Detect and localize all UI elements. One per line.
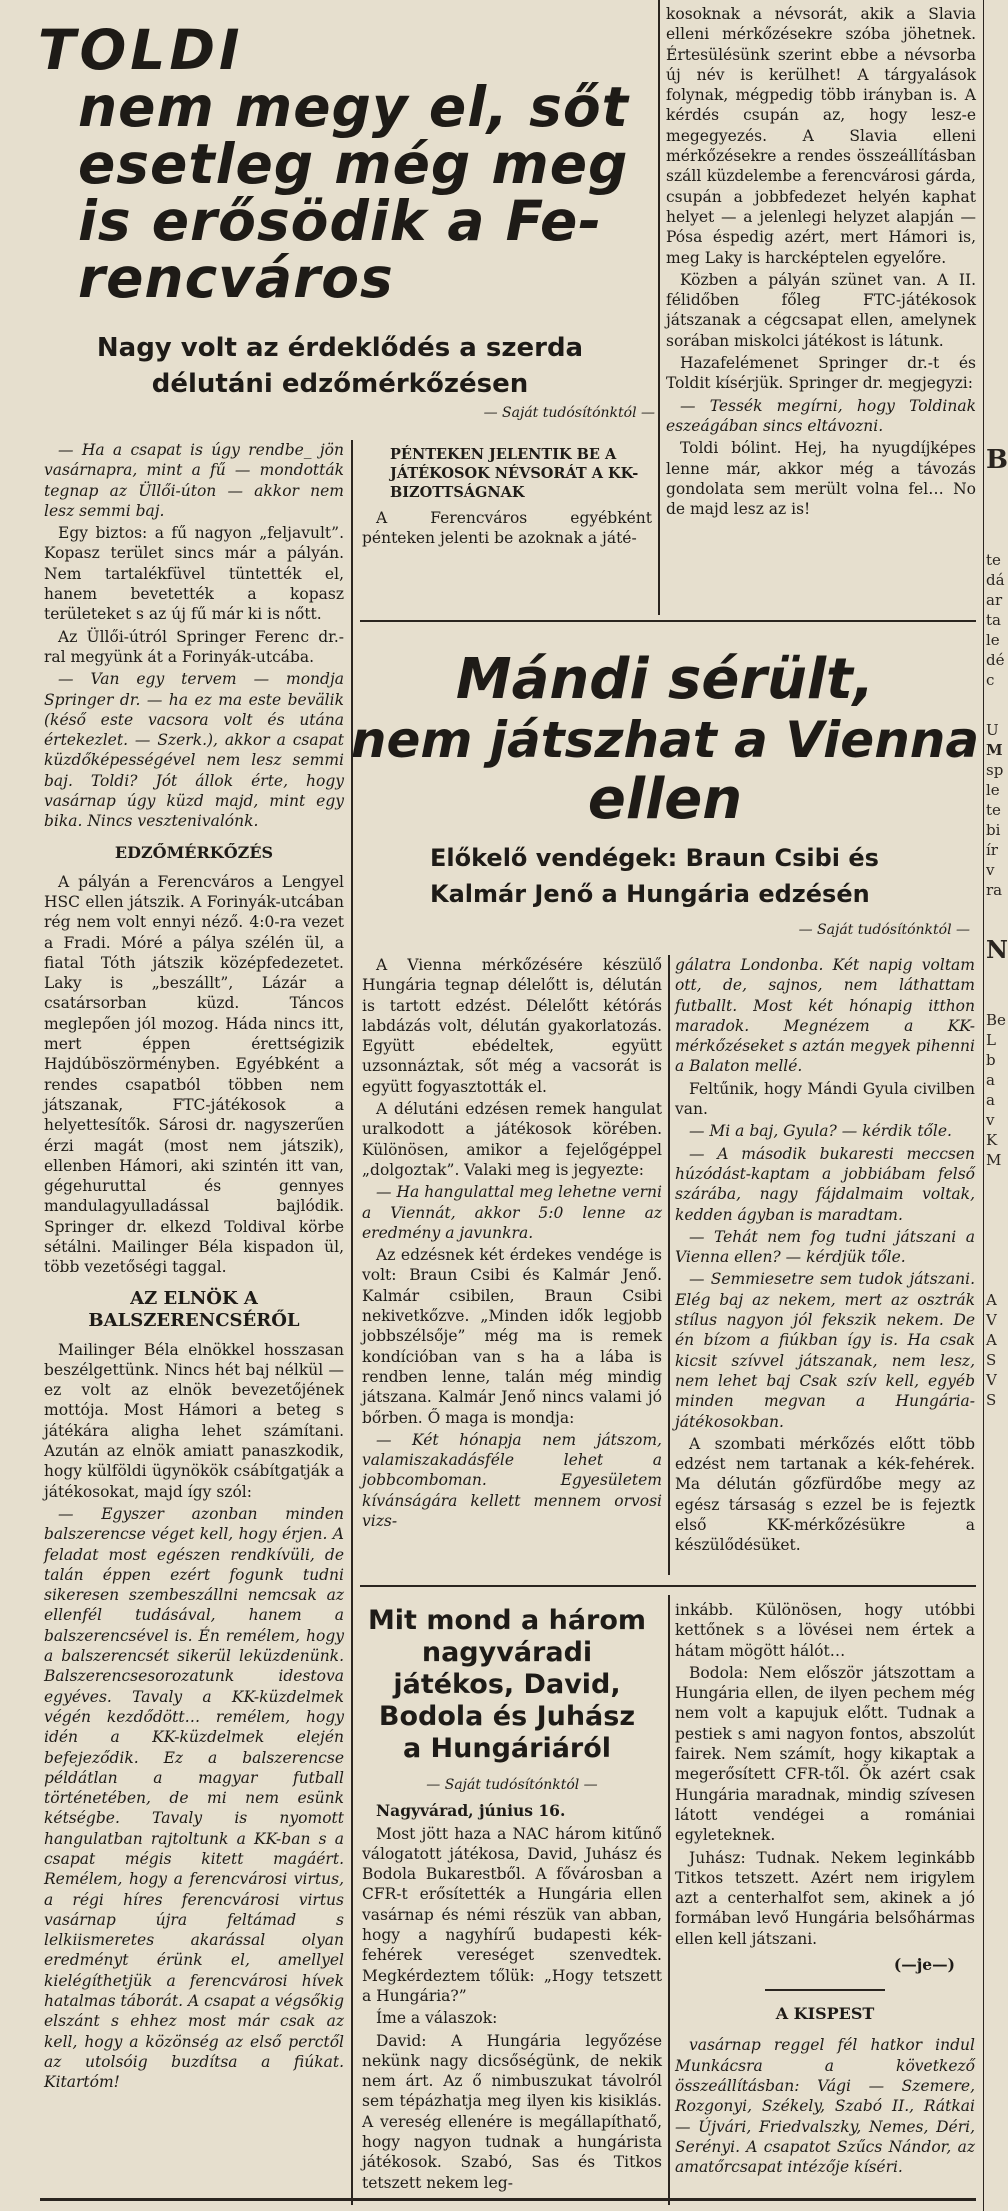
paragraph: A szombati mérkőzés előtt több edzést nem tartanak a kék-fehérek. Ma délután gőzfürdőbe megy az egész társaság s ezzel be is fejeztk első KK-mérkőzésükre a készülődésüket.	[675, 1434, 975, 1555]
edge-letter: B	[986, 445, 1008, 475]
paragraph: Íme a válaszok:	[376, 2009, 498, 2028]
edge-column	[986, 440, 1008, 1410]
toldi-headline-line: nem megy el, sőt	[78, 75, 629, 139]
paragraph: Bodola: Nem először játszottam a Hungária ellen, de ilyen pechem még nem volt a kapujuk előtt. Tudnak a pestiek s ami nagyon fontos, abszolút fairek. Nem számít, hogy kikaptak a megerősített CFR-től. Ők azért csak Hungária maradnak, mindig szívesen látott vendégei a romániai egyleteknek.	[675, 1663, 975, 1845]
section-rule	[360, 620, 976, 622]
edge-letter: a	[986, 1091, 995, 1109]
toldi-column-1	[44, 440, 344, 2095]
paragraph: — Tessék megírni, hogy Toldinak eszeágában sincs eltávozni.	[666, 396, 976, 435]
edge-letter: dé	[986, 651, 1005, 669]
edge-letter: ar	[986, 591, 1003, 609]
edge-letter: S	[986, 1391, 997, 1409]
edge-letter: ta	[986, 611, 1001, 629]
toldi-headline-line: is erősödik a Fe-	[78, 189, 603, 253]
column-rule	[658, 0, 660, 615]
edge-letter: ír	[986, 841, 998, 859]
edge-letter: V	[986, 1311, 997, 1329]
paragraph: Toldi bólint. Hej, ha nyugdíjképes lenne már, akkor még a távozás gondolata sem merült volna fel… No de majd lesz az is!	[666, 439, 976, 519]
paragraph: Most jött haza a NAC három kitűnő válogatott játékosa, David, Juhász és Bodola Bukarestből. A fővárosban a CFR-t erősítették a Hungária ellen vasárnap és némi részük van abban, hogy a nagyhírű budapesti kék-fehérek vereséget szenvedtek. Megkérdeztem tőlük: „Hogy tetszett a Hungária?”	[362, 1824, 662, 2005]
edge-letter: a	[986, 1071, 995, 1089]
edge-letter: Be	[986, 1011, 1006, 1029]
paragraph: A pályán a Ferencváros a Lengyel HSC ellen játszik. A Forinyák-utcában rég nem volt ennyi néző. 4:0-ra vezet a Fradi. Móré a pálya szélén ül, a fiatal Tóth játszik középfedezetet. Laky is „beszállt”, Lázár a csatársorban küzd. Táncos meglepően jól mozog. Háda nincs itt, mert éppen érettségizik Hajdúböszörményben. Egyébként a rendes csapatból többen nem játszanak, FTC-játékosok a helyettesítők. Sárosi dr. nagyszerűen érzi magát (most nem játszik), ellenben Hámori, aki szintén itt van, gégehuruttal és gennyes mandulagyulladással bajlódik. Springer dr. elkezd Toldival körbe sétálni. Mailinger Béla kispadon ül, több vezetőségi taggal.	[44, 872, 344, 1277]
edge-letter: U	[986, 721, 999, 739]
nagyvarad-headline-line: a Hungáriáról	[402, 1733, 612, 1764]
mandi-headline-line: nem játszhat a Vienna	[350, 711, 980, 769]
column-rule	[668, 955, 670, 1575]
edge-letter: N	[986, 935, 1008, 964]
paragraph: Juhász: Tudnak. Nekem leginkább Titkos tetszett. Azért nem irigylem azt a centerhalfot sem, akinek a jó formában levő Hungária belsőhármas ellen kell játszani.	[675, 1848, 975, 1948]
paragraph: — Tehát nem fog tudni játszani a Vienna ellen? — kérdjük tőle.	[675, 1227, 975, 1267]
box-title: PÉNTEKEN JELENTIK BE A JÁTÉKOSOK NÉVSORÁT A KK-BIZOTTSÁGNAK	[390, 446, 639, 501]
paragraph: — Mi a baj, Gyula? — kérdik tőle.	[689, 1122, 952, 1141]
edge-letter: M	[986, 1151, 1002, 1169]
nagyvarad-headline-line: Bodola és Juhász	[378, 1701, 636, 1732]
edge-letter: A	[986, 1331, 997, 1349]
mandi-headline-line: ellen	[587, 767, 743, 832]
edge-letter: v	[986, 1111, 995, 1129]
box-announcement	[362, 445, 652, 549]
edge-letter: le	[986, 631, 1000, 649]
edge-rule	[983, 0, 984, 2211]
mandi-headline-line: Mándi sérült,	[455, 647, 875, 712]
nagyvarad-column-left	[362, 1775, 662, 2195]
paragraph: Mailinger Béla elnökkel hosszasan beszélgettünk. Nincs hét baj nélkül — ez volt az elnök bevezetőjének mottója. Most Hámori a beteg s játékára aligha lehet számítani. Azután az elnök amiatt panaszkodik, hogy külföldi ügynökök csábítgatják a játékosokat, majd így szól:	[44, 1340, 344, 1501]
paragraph: Az edzésnek két érdekes vendége is volt: Braun Csibi és Kalmár Jenő. Kalmár csibilen, Braun Csibi nekivetkőzve. „Minden idők legjobb jobbszélsője” még ma is remek kondícióban van s ha a lába is rendben lenne, talán még mindig játszana. Kalmár Jenő nincs valami jó bőrben. Ő maga is mondja:	[362, 1246, 662, 1427]
paragraph: vasárnap reggel fél hatkor indul Munkácsra a következő összeállításban: Vági — Szemere, Rozgonyi, Székely, Szabó II., Rátkai — Újvári, Friedvalszky, Nemes, Déri, Serényi. A csapatot Szűcs Nándor, az amatőrcsapat intézője kíséri.	[675, 2036, 975, 2177]
nagyvarad-headline-line: nagyváradi	[421, 1637, 593, 1668]
toldi-column-3	[666, 4, 976, 521]
paragraph: — Ha a csapat is úgy rendbe_ jön vasárnapra, mint a fű — mondották tegnap az Üllői-úton — akkor nem lesz semmi baj.	[44, 441, 344, 520]
subheading-elnok: AZ ELNÖK A BALSZERENCSÉRŐL	[88, 1287, 300, 1331]
edge-letter: sp	[986, 761, 1004, 779]
paragraph: Az Üllői-útról Springer Ferenc dr.-ral megyünk át a Forinyák-utcába.	[44, 627, 344, 666]
toldi-headline-line: TOLDI	[38, 18, 244, 82]
nagyvarad-headline-line: játékos, David,	[393, 1669, 621, 1700]
paragraph: — Van egy tervem — mondja Springer dr. — ha ez ma este bevälik (késő este vacsora volt és utána értekezlet. — Szerk.), akkor a csapat küzdőképességével nem lesz semmi baj. Toldi? Jót állok érte, hogy vasárnap úgy küzd majd, mint egy bika. Nincs vesztenivalónk.	[44, 670, 344, 831]
nagyvarad-column-right	[675, 1600, 975, 2179]
paragraph: — Egyszer azonban minden balszerencse véget kell, hogy érjen. A feladat most egészen rendkívüli, de talán éppen ezért fogunk tudni sikeresen szembeszállni nemcsak az ellenfél tudásával, hanem a balszerencsével is. Én remélem, hogy a balszerencsét sikerül leküzdenünk. Balszerencsesorozatunk idestova egyéves. Tavaly a KK-küzdelmek végén kezdődött… remélem, hogy idén a KK-küzdelmek elején befejeződik. Ez a balszerencse példátlan a magyar futball történetében, de mi nem esünk kétségbe. Tavaly is nyomott hangulatban rajtoltunk a KK-ban s a csapat mégis kitett magáért. Remélem, hogy a ferencvárosi virtus, a régi híres ferencvárosi virtus vasárnap újra feltámad s lelkiismeretes akarással olyan eredményt érünk el, amellyel kielégíthetjük a ferencvárosi hívek hatalmas táborát. A csapat a végsőkig elszánt s ehhez most már csak az kell, hogy a közönség az első perctől az utolsóig buzdítsa a fiúkat. Kitartóm!	[44, 1504, 344, 2092]
toldi-headline-line: esetleg még meg	[78, 132, 629, 196]
paragraph: — Semmiesetre sem tudok játszani. Elég baj az nekem, mert az osztrák stílus nagyon jól fekszik nekem. De én bízom a fiúkban így is. Ha csak kicsit szívvel játszanak, nem lesz, nem lehet baj Csak szív kell, egyéb minden megvan a Hungária-játékosokban.	[675, 1270, 975, 1431]
page-bottom-rule	[40, 2198, 976, 2201]
paragraph: Közben a pályán szünet van. A II. félidőben főleg FTC-játékosok játszanak a cégcsapat ellen, amelynek sorában miskolci játékost is látunk.	[666, 270, 976, 350]
edge-letter: V	[986, 1371, 997, 1389]
paragraph: A délutáni edzésen remek hangulat uralkodott a játékosok körében. Különösen, amikor a fejelőgéppel „dolgoztak”. Valaki meg is jegyezte:	[362, 1100, 662, 1179]
kispest-title: A KISPEST	[775, 2004, 875, 2024]
nagyvarad-byline: — Saját tudósítónktól —	[426, 1777, 598, 1793]
nagyvarad-headline-line: Mit mond a három	[367, 1605, 647, 1636]
mandi-byline: — Saját tudósítónktól —	[798, 922, 970, 938]
paragraph: David: A Hungária legyőzése nekünk nagy dicsőségünk, de nekik nem árt. Az ő nimbuszukat távolról sem tépázhatja meg ilyen kis kisiklás. A vereség ellenére is megállapíthatő, hogy nagyon tudnak a hungárista játékosok. Szabó, Sas és Titkos tetszett nekem leg-	[362, 2031, 662, 2192]
edge-letter: b	[986, 1051, 996, 1069]
toldi-headline-line: rencváros	[78, 246, 394, 310]
edge-letter: v	[986, 861, 995, 879]
section-rule	[360, 1585, 976, 1587]
edge-letter: te	[986, 551, 1001, 569]
toldi-headline	[38, 18, 648, 310]
edge-letter: S	[986, 1351, 997, 1369]
mandi-headline	[350, 647, 980, 832]
edge-letter: dá	[986, 571, 1005, 589]
edge-letter: ra	[986, 881, 1003, 899]
paragraph: gálatra Londonba. Két napig voltam ott, de, sajnos, nem láthattam futballt. Most két hónapig itthon maradok. Megnézem a KK-mérkőzéseket s aztán megyek pihenni a Balaton mellé.	[675, 956, 975, 1076]
mandi-column-left	[362, 955, 662, 1533]
edge-letter: c	[986, 671, 995, 689]
mandi-deck: Előkelő vendégek: Braun Csibi és Kalmár Jenő a Hungária edzésén	[430, 844, 879, 908]
short-rule	[765, 1989, 885, 1991]
toldi-byline: — Saját tudósítónktól —	[483, 405, 655, 421]
edge-letter: le	[986, 781, 1000, 799]
edge-letter: bi	[986, 821, 1001, 839]
box-text: A Ferencváros egyébként pénteken jelenti be azoknak a játé-	[362, 509, 652, 548]
paragraph: Feltűnik, hogy Mándi Gyula civilben van.	[675, 1079, 975, 1119]
edge-letter: L	[986, 1031, 996, 1049]
column-rule	[668, 1595, 670, 2205]
edge-letter: te	[986, 801, 1001, 819]
subheading-edzomerkozes: EDZŐMÉRKŐZÉS	[114, 842, 274, 862]
edge-letter: A	[986, 1291, 997, 1309]
paragraph: — A második bukaresti meccsen húzódást-kaptam a jobbiábam felső szárába, nagy fájdalmaim voltak, kedden ágyban is maradtam.	[675, 1144, 975, 1224]
edge-letter: K	[986, 1131, 998, 1149]
dateline: Nagyvárad, június 16.	[376, 1801, 566, 1821]
paragraph: kosoknak a névsorát, akik a Slavia elleni mérkőzésekre szóba jöhetnek. Értesülésünk szerint ebbe a névsorba új név is kerülhet! A tárgyalások folynak, mégpedig több irányban is. A kérdés csupán az, hogy lesz-e megegyezés. A Slavia elleni mérkőzésekre a rendes összeállításban száll küzdelembe a ferencvárosi gárda, csupán a jobbfedezet helyén kaphat helyet — a jelenlegi helyzet alapján — Pósa éspedig azért, mert Hámori is, meg Laky is harcképtelen egyelőre.	[666, 5, 976, 267]
toldi-deck: Nagy volt az érdeklődés a szerda délutáni edzőmérkőzésen	[96, 333, 584, 399]
paragraph: — Ha hangulattal meg lehetne verni a Viennát, akkor 5:0 lenne az eredmény a javunkra.	[362, 1183, 662, 1242]
signature: (—je—)	[893, 1955, 955, 1975]
paragraph: Egy biztos: a fű nagyon „feljavult”. Kopasz terület sincs már a pályán. Nem tartalékfüvel tüntették el, hanem bevetették a kopasz területeket s az új fű már ki is nőtt.	[44, 524, 344, 624]
nagyvarad-headline	[362, 1605, 652, 1765]
paragraph: A Vienna mérkőzésére készülő Hungária tegnap délelőtt is, délután is tartott edzést. Délelőtt kétórás labdázás volt, délután gyakorlatozás. Együtt ebédeltek, együtt uzsonnáztak, sőt még a vacsorát is együtt fogyasztották el.	[362, 956, 662, 1096]
paragraph: Hazafelémenet Springer dr.-t és Toldit kísérjük. Springer dr. megjegyzi:	[666, 354, 976, 393]
paragraph: — Két hónapja nem játszom, valamiszakadásféle lehet a jobbcomboman. Egyesületem kívánságára kellett mennem orvosi vizs-	[362, 1430, 662, 1531]
paragraph: inkább. Különösen, hogy utóbbi kettőnek s a lövései nem értek a hátam mögött hálót…	[675, 1601, 975, 1660]
edge-letter: M	[986, 741, 1003, 759]
mandi-column-right	[675, 955, 975, 1558]
